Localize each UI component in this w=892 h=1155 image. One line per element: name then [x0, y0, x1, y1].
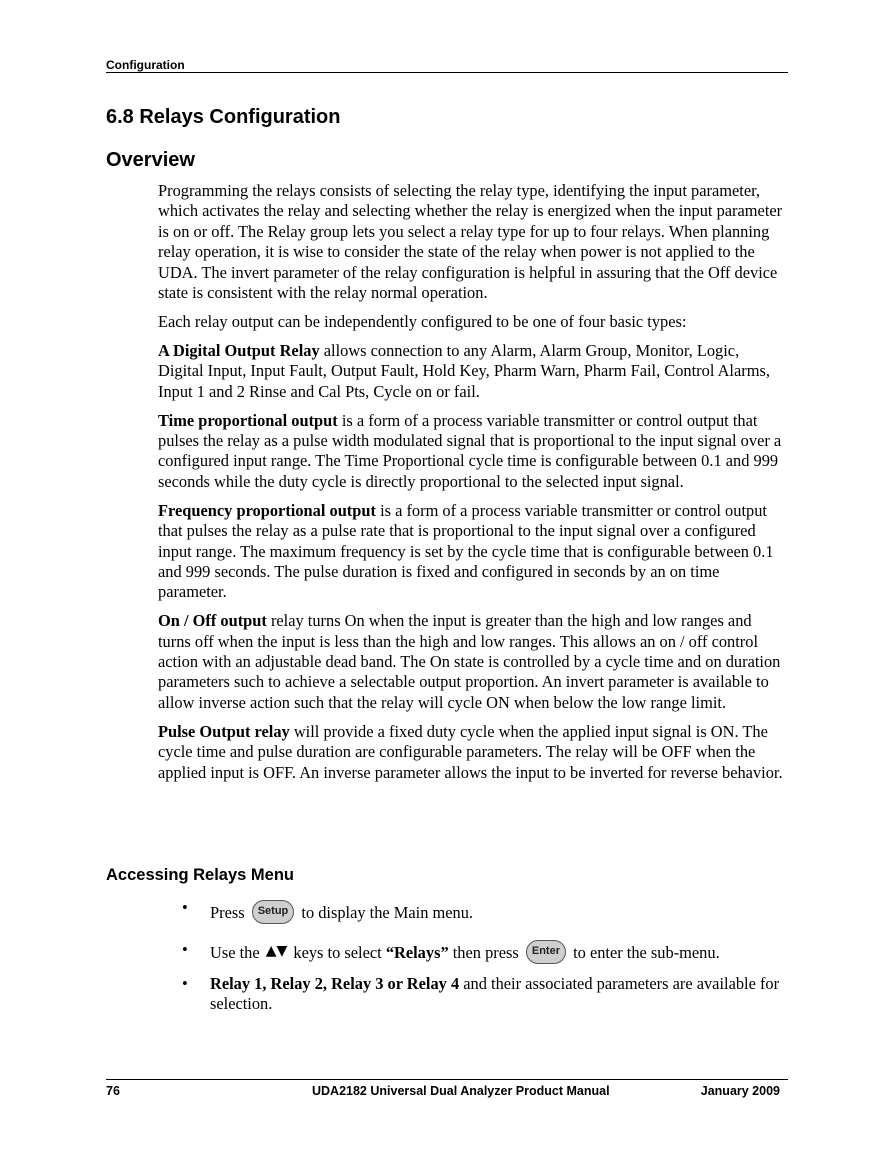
- manual-title: UDA2182 Universal Dual Analyzer Product Manual: [312, 1084, 610, 1098]
- up-down-arrow-icon: ▲▼: [265, 943, 288, 959]
- relay-type-pulse: [158, 722, 788, 783]
- accessing-steps: [182, 898, 782, 1015]
- relays-menu-label: “Relays”: [385, 943, 449, 962]
- running-header: [106, 58, 788, 73]
- definition: allows connection to any Alarm, Alarm Group, Monitor, Logic, Digital Input, Input Fault, Output Fault, Hold Key, Pharm Warn, Pharm Fail, Control Alarms, Input 1 and 2 Rinse and Cal Pts, Cycle on or fail.: [158, 340, 770, 401]
- page-footer: [106, 1079, 788, 1100]
- step-relay-selection: • Relay 1, Relay 2, Relay 3 or Relay 4 and their associated parameters are available for selection.: [182, 974, 780, 1014]
- bullet-icon: •: [182, 940, 188, 959]
- setup-key-icon: Setup: [252, 900, 295, 924]
- step-press-setup: • Press Setup to display the Main menu.: [182, 898, 474, 922]
- definition: will provide a fixed duty cycle when the applied input signal is ON. The cycle time and pulse duration are configurable parameters. The relay will be OFF when the applied input is OFF. An inverse parameter allows the input to be inverted for reverse behavior.: [158, 721, 783, 782]
- definition: is a form of a process variable transmitter or control output that pulses the relay as a pulse width modulated signal that is proportional to the input signal over a configured input range. The Time Proportional cycle time is configurable between 0.1 and 999 seconds while the duty cycle is directly proportional to the selected input signal.: [158, 410, 782, 491]
- term: Pulse Output relay: [158, 721, 290, 741]
- term: Frequency proportional output: [158, 500, 376, 520]
- publication-date: January 2009: [700, 1084, 780, 1098]
- section-title: 6.8 Relays Configuration: [106, 106, 341, 128]
- bullet-icon: •: [182, 898, 188, 917]
- intro-paragraph: Programming the relays consists of selecting the relay type, identifying the input parameter, which activates the relay and selecting whether the relay is energized when the input parameter is on or off. The Relay group lets you select a relay type for up to four relays. When planning relay operation, it is wise to consider the state of the relay when power is not applied to the UDA. The invert parameter of the relay configuration is helpful in assuring that the Off device state is consistent with the relay normal operation.: [158, 181, 783, 303]
- accessing-heading: Accessing Relays Menu: [106, 866, 294, 884]
- definition: relay turns On when the input is greater than the high and low ranges and turns off when the input is less than the high and low ranges. This allows an on / off control action with an adjustable dead band. The On state is controlled by a cycle time and on duration parameters such to achieve a selectable output proportion. An invert parameter is available to allow inverse action such that the relay will cycle ON when below the low range limit.: [158, 611, 781, 712]
- page-number: 76: [106, 1084, 120, 1098]
- overview-heading: Overview: [106, 149, 195, 171]
- bullet-icon: •: [182, 974, 188, 993]
- header-section: Configuration: [106, 58, 185, 72]
- definition: is a form of a process variable transmitter or control output that pulses the relay as a pulse rate that is proportional to the input signal over a configured input range. The maximum frequency is set by the cycle time that is configurable between 0.1 and 999 seconds. The pulse duration is fixed and configured in seconds by an on time parameter.: [158, 500, 774, 602]
- term: A Digital Output Relay: [158, 340, 320, 360]
- overview-body: [158, 181, 788, 791]
- types-intro-paragraph: Each relay output can be independently configured to be one of four basic types:: [158, 311, 687, 331]
- enter-key-icon: Enter: [526, 940, 566, 964]
- term: Time proportional output: [158, 410, 338, 430]
- relay-type-time-proportional: [158, 411, 788, 493]
- term: On / Off output: [158, 611, 267, 631]
- relay-type-frequency-proportional: [158, 501, 788, 603]
- relay-type-on-off: [158, 611, 788, 713]
- relay-type-digital: [158, 341, 788, 402]
- step-select-relays: • Use the ▲▼ keys to select “Relays” then press Enter to enter the sub-menu.: [182, 940, 720, 962]
- relay-options: Relay 1, Relay 2, Relay 3 or Relay 4: [210, 974, 460, 993]
